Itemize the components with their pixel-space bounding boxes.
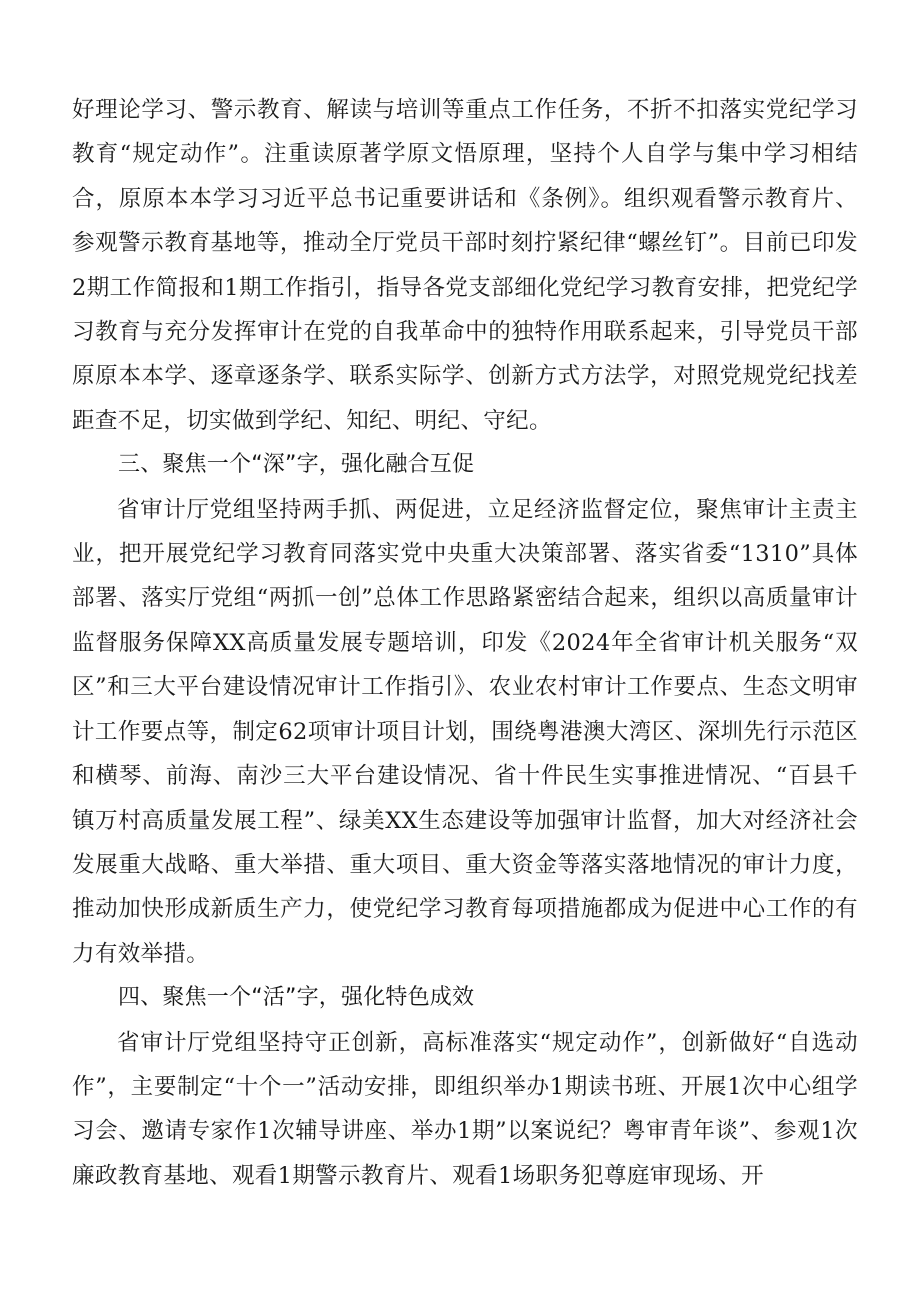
section-heading-3: 三、聚焦一个“深”字，强化融合互促 bbox=[118, 452, 475, 478]
paragraph-section-4: 省审计厅党组坚持守正创新，高标准落实“规定动作”，创新做好“自选动作”，主要制定“十个一”活动安排，即组织举办1期读书班、开展1次中心组学习会、邀请专家作1次辅导讲座、举办1期”以案说纪？粤审青年谈”、参观1次廉政教育基地、观看1期警示教育片、观看1场职务犯尊庭审现场、开 bbox=[72, 1029, 858, 1189]
paragraph-intro: 好理论学习、警示教育、解读与培训等重点工作任务，不折不扣落实党纪学习教育“规定动作”。注重读原著学原文悟原理，坚持个人自学与集中学习相结合，原原本本学习习近平总书记重要讲话和《条例》。组织观看警示教育片、参观警示教育基地等，推动全厅党员干部时刻拧紧纪律“螺丝钉”。目前已印发2期工作简报和1期工作指引，指导各党支部细化党纪学习教育安排，把党纪学习教育与充分发挥审计在党的自我革命中的独特作用联系起来，引导党员干部原原本本学、逐章逐条学、联系实际学、创新方式方法学，对照党规党纪找差距查不足，切实做到学纪、知纪、明纪、守纪。 bbox=[72, 97, 858, 434]
document-body bbox=[72, 88, 858, 1198]
paragraph-section-3: 省审计厅党组坚持两手抓、两促进，立足经济监督定位，聚焦审计主责主业，把开展党纪学习教育同落实党中央重大决策部署、落实省委“1310”具体部署、落实厅党组“两抓一创”总体工作思路紧密结合起来，组织以高质量审计监督服务保障XX高质量发展专题培训，印发《2024年全省审计机关服务“双区”和三大平台建设情况审计工作指引》、农业农村审计工作要点、生态文明审计工作要点等，制定62项审计项目计划，围绕粤港澳大湾区、深圳先行示范区和横琴、前海、南沙三大平台建设情况、省十件民生实事推进情况、“百县千镇万村高质量发展工程”、绿美XX生态建设等加强审计监督，加大对经济社会发展重大战略、重大举措、重大项目、重大资金等落实落地情况的审计力度，推动加快形成新质生产力，使党纪学习教育每项措施都成为促进中心工作的有力有效举措。 bbox=[72, 496, 858, 967]
section-heading-4: 四、聚焦一个“活”字，强化特色成效 bbox=[118, 985, 475, 1011]
